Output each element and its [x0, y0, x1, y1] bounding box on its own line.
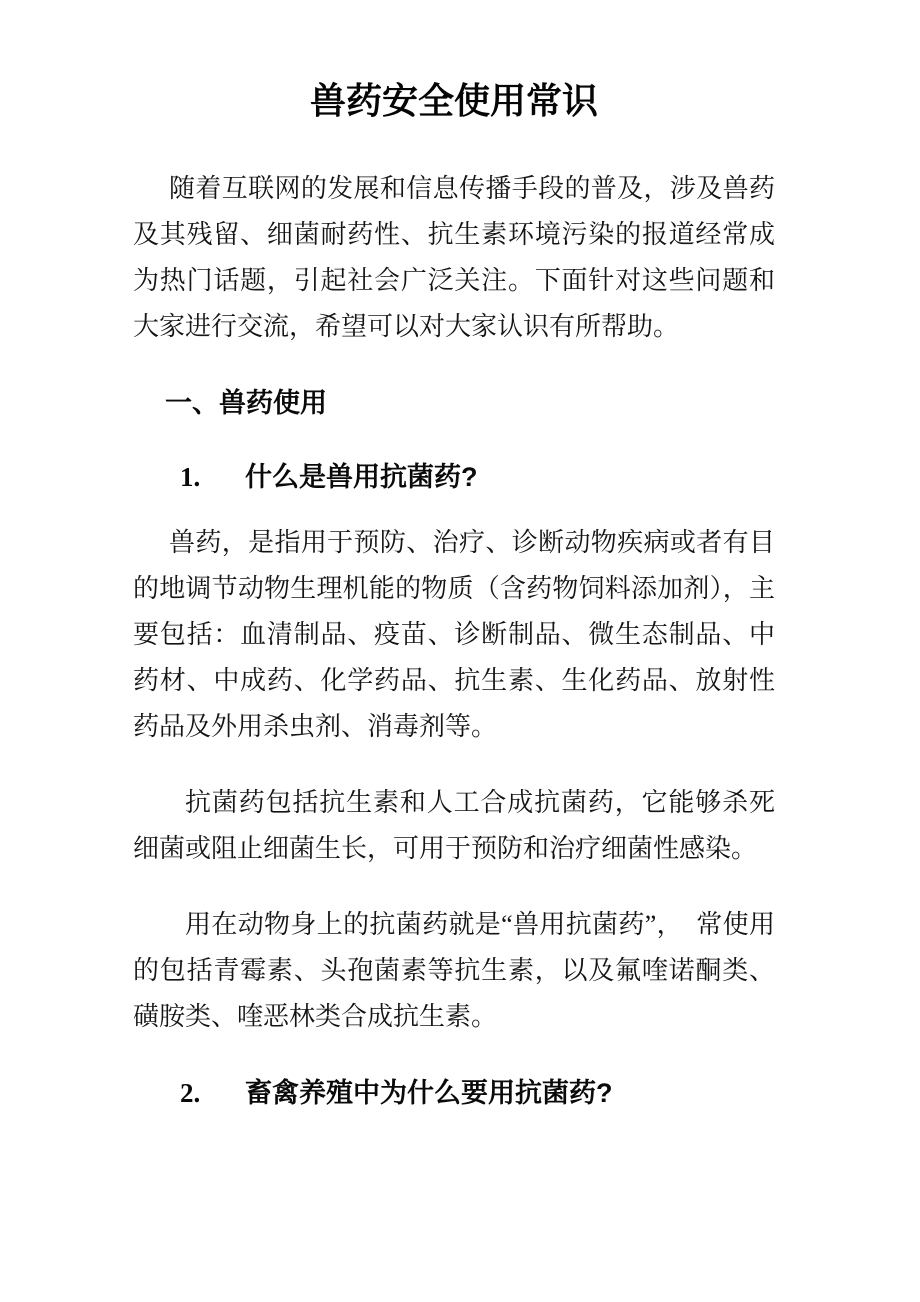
intro-paragraph: 随着互联网的发展和信息传播手段的普及，涉及兽药及其残留、细菌耐药性、抗生素环境污染的报道经常成为热门话题，引起社会广泛关注。下面针对这些问题和大家进行交流，希望可以对大家认识有所帮助。 [133, 174, 775, 341]
document-title: 兽药安全使用常识 [309, 81, 598, 121]
section-heading: 一、兽药使用 [165, 388, 327, 418]
answer-paragraph-definition: 兽药，是指用于预防、治疗、诊断动物疾病或者有目的地调节动物生理机能的物质（含药物饲料添加剂），主要包括：血清制品、疫苗、诊断制品、微生态制品、中药材、中成药、化学药品、抗生素、生化药品、放射性药品及外用杀虫剂、消毒剂等。 [133, 528, 775, 741]
question-1-title: 什么是兽用抗菌药? [245, 462, 478, 492]
answer-paragraph-antibacterial: 抗菌药包括抗生素和人工合成抗菌药，它能够杀死细菌或阻止细菌生长，可用于预防和治疗细菌性感染。 [133, 788, 775, 863]
question-1-number: 1. [180, 462, 201, 492]
question-2-heading [133, 1070, 775, 1116]
question-2-title: 畜禽养殖中为什么要用抗菌药? [245, 1078, 613, 1108]
question-1-heading [133, 454, 775, 500]
answer-paragraph-usage: 用在动物身上的抗菌药就是“兽用抗菌药”， 常使用的包括青霉素、头孢菌素等抗生素，以及氟喹诺酮类、磺胺类、喹恶林类合成抗生素。 [133, 910, 775, 1031]
question-2-number: 2. [180, 1078, 201, 1108]
